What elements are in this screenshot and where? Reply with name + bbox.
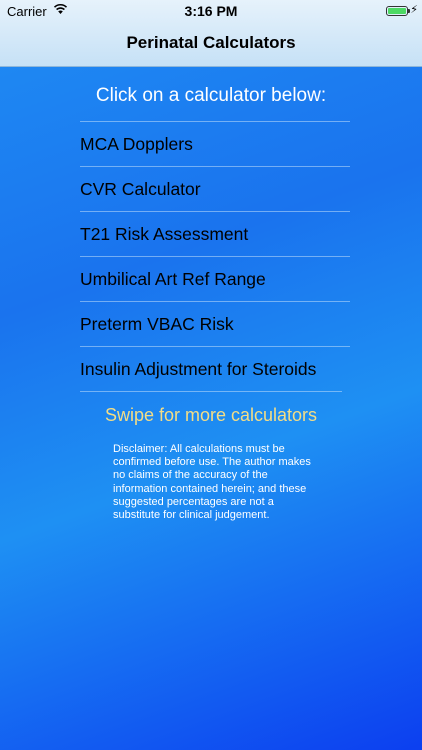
disclaimer-text: Disclaimer: All calculations must be confirmed before use. The author makes no claims of the accuracy of the information contained herein; and these suggested percentages are not a substitute for clinical judgement.: [113, 443, 311, 522]
swipe-hint: Swipe for more calculators: [104, 405, 318, 425]
page-title: Perinatal Calculators: [126, 33, 296, 52]
calculator-item-t21-risk[interactable]: T21 Risk Assessment: [80, 212, 350, 257]
calculator-item-umbilical-art[interactable]: Umbilical Art Ref Range: [80, 257, 350, 302]
calculator-item-insulin-steroids[interactable]: Insulin Adjustment for Steroids: [80, 347, 342, 392]
status-bar: [0, 0, 422, 22]
instruction-text: Click on a calculator below:: [95, 85, 327, 106]
battery-icon: [386, 6, 408, 16]
calculator-list: [80, 121, 350, 392]
calculator-item-mca-dopplers[interactable]: MCA Dopplers: [80, 122, 350, 167]
carrier-label: Carrier: [7, 4, 47, 19]
calculator-item-preterm-vbac[interactable]: Preterm VBAC Risk: [80, 302, 350, 347]
charging-bolt-icon: ⚡: [410, 4, 418, 16]
status-time: 3:16 PM: [184, 3, 238, 19]
navigation-bar: [0, 0, 422, 67]
calculator-item-cvr[interactable]: CVR Calculator: [80, 167, 350, 212]
